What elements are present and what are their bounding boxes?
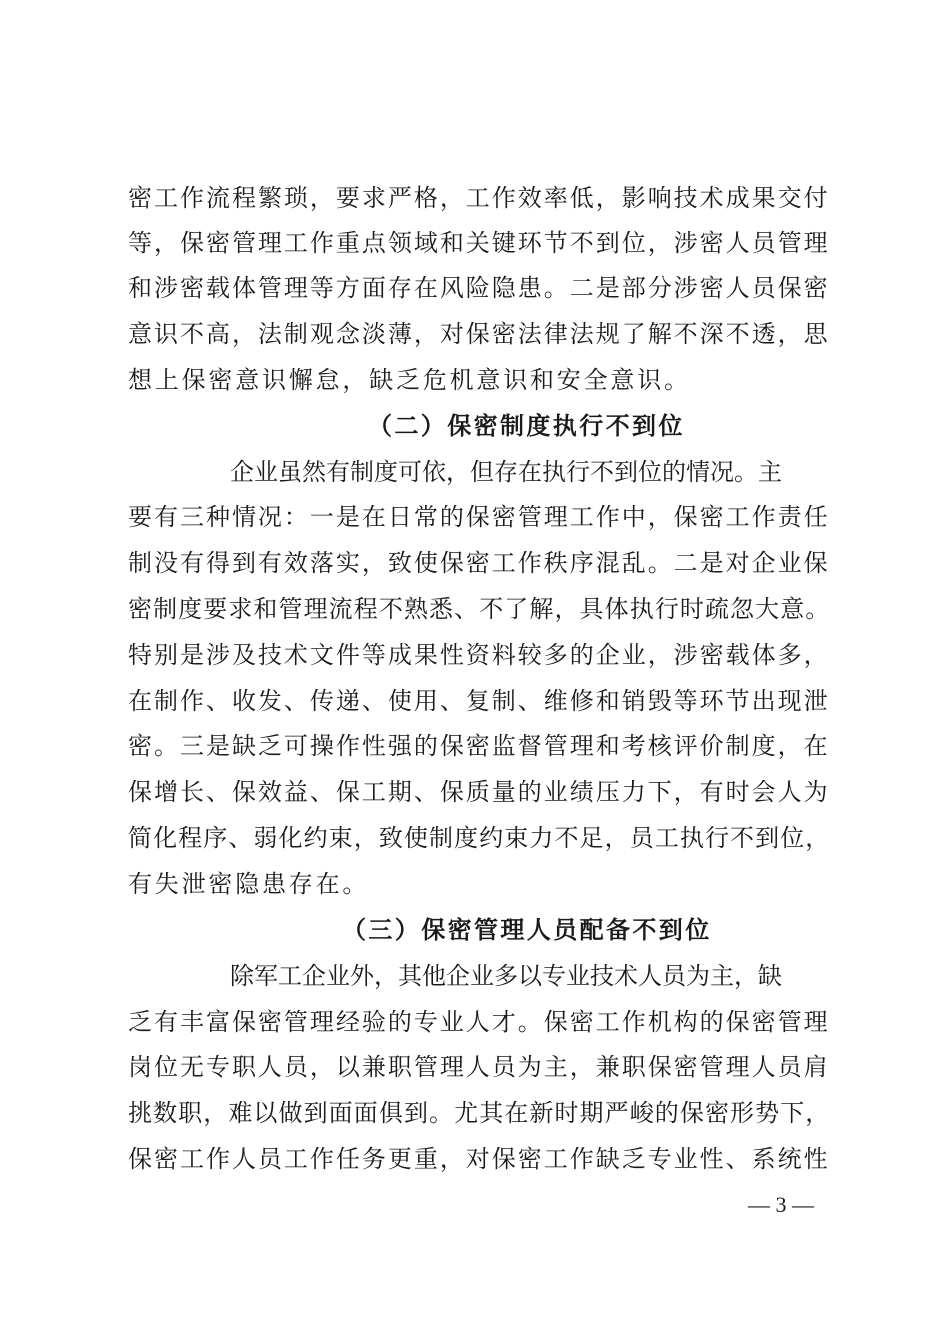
paragraph-line: 制没有得到有效落实，致使保密工作秩序混乱。二是对企业保 [128, 549, 830, 577]
paragraph-line: 简化程序、弱化约束，致使制度约束力不足，员工执行不到位， [128, 824, 831, 852]
paragraph-line: 密制度要求和管理流程不熟悉、不了解，具体执行时疏忽大意。 [128, 595, 831, 623]
paragraph-line: 挑数职，难以做到面面俱到。尤其在新时期严峻的保密形势下， [128, 1099, 831, 1127]
paragraph-line: 密。三是缺乏可操作性强的保密监督管理和考核评价制度，在 [128, 732, 830, 760]
paragraph-line: 和涉密载体管理等方面存在风险隐患。二是部分涉密人员保密 [128, 274, 830, 302]
paragraph-line: 意识不高，法制观念淡薄，对保密法律法规了解不深不透，思 [128, 320, 830, 348]
section-heading: （三）保密管理人员配备不到位 [342, 915, 712, 944]
page-number: — 3 — [748, 1192, 814, 1217]
section-heading: （二）保密制度执行不到位 [368, 411, 685, 440]
paragraph-line: 特别是涉及技术文件等成果性资料较多的企业，涉密载体多， [128, 641, 830, 669]
paragraph-line: 保增长、保效益、保工期、保质量的业绩压力下，有时会人为 [128, 778, 830, 806]
paragraph-line: 密工作流程繁琐，要求严格，工作效率低，影响技术成果交付 [128, 184, 830, 212]
paragraph-line: 有失泄密隐患存在。 [128, 870, 370, 898]
paragraph-line: 要有三种情况：一是在日常的保密管理工作中，保密工作责任 [128, 503, 830, 531]
paragraph-line: 企业虽然有制度可依，但存在执行不到位的情况。主 [230, 458, 782, 486]
paragraph-line: 想上保密意识懈怠，缺乏危机意识和安全意识。 [128, 366, 691, 394]
paragraph-line: 岗位无专职人员，以兼职管理人员为主，兼职保密管理人员肩 [128, 1053, 830, 1081]
paragraph-line: 在制作、收发、传递、使用、复制、维修和销毁等环节出现泄 [128, 687, 830, 715]
paragraph-line: 等，保密管理工作重点领域和关键环节不到位，涉密人员管理 [128, 229, 830, 257]
paragraph-line: 除军工企业外，其他企业多以专业技术人员为主，缺 [230, 962, 782, 990]
paragraph-line: 乏有丰富保密管理经验的专业人才。保密工作机构的保密管理 [128, 1008, 830, 1036]
paragraph-line: 保密工作人员工作任务更重，对保密工作缺乏专业性、系统性 [128, 1145, 830, 1173]
